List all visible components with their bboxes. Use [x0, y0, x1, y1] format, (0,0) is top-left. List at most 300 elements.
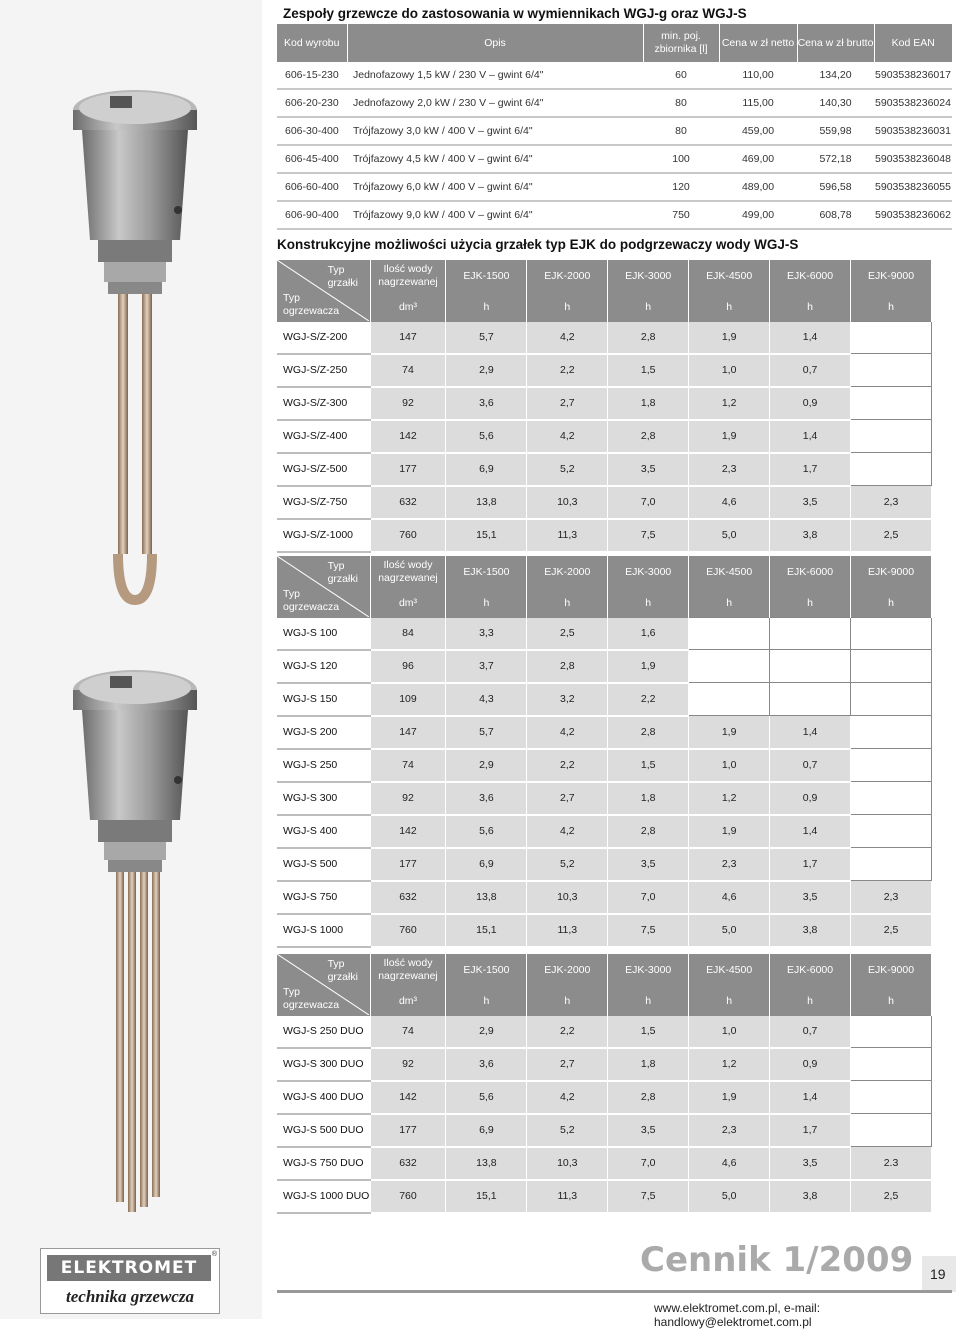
heating-time: 0,9: [770, 782, 851, 815]
empty-cell: [851, 354, 932, 387]
heating-time: 3,8: [770, 1180, 851, 1213]
compat-row: [277, 815, 932, 848]
water-volume: 760: [370, 1180, 446, 1213]
heating-time: 0,7: [770, 749, 851, 782]
compat-row: [277, 486, 932, 519]
heater-type: WGJ-S/Z-200: [277, 322, 370, 354]
heating-time: 1,8: [608, 387, 689, 420]
empty-cell: [851, 420, 932, 453]
heating-time: 2,8: [608, 322, 689, 354]
unit-volume: dm³: [370, 292, 446, 322]
heating-time: 7,0: [608, 1147, 689, 1180]
empty-cell: [851, 1048, 932, 1081]
heating-time: 1,9: [689, 815, 770, 848]
product-code: 606-45-400: [277, 145, 347, 173]
heating-time: 3,5: [770, 486, 851, 519]
empty-cell: [851, 716, 932, 749]
heating-time: 2,2: [527, 1016, 608, 1048]
logo-tagline: technika grzewcza: [66, 1287, 194, 1306]
unit-time: h: [770, 292, 851, 322]
heating-time: 2,2: [527, 749, 608, 782]
heating-time: 2.3: [851, 1147, 932, 1180]
heating-time: 1,4: [770, 815, 851, 848]
unit-volume: dm³: [370, 986, 446, 1016]
heating-time: 1,0: [689, 749, 770, 782]
header-model: EJK-6000: [770, 556, 851, 588]
typ-ogrzewacza-label: Typ ogrzewacza: [283, 985, 340, 1011]
product-code: 606-90-400: [277, 201, 347, 229]
unit-time: h: [689, 292, 770, 322]
registered-mark: ®: [211, 1251, 217, 1258]
heating-time: 2,8: [608, 815, 689, 848]
page-number: 19: [930, 1266, 946, 1282]
header-corner: [277, 260, 370, 322]
heating-time: 2,8: [608, 1081, 689, 1114]
header-model: EJK-3000: [608, 556, 689, 588]
empty-cell: [851, 782, 932, 815]
cennik-title: Cennik 1/2009: [640, 1240, 914, 1280]
product-code: 606-30-400: [277, 117, 347, 145]
price-row: [277, 145, 952, 173]
heating-time: 13,8: [446, 486, 527, 519]
header-ilosc-wody: Ilość wody nagrzewanej: [370, 260, 446, 292]
water-volume: 632: [370, 1147, 446, 1180]
heating-time: 6,9: [446, 848, 527, 881]
header-model: EJK-3000: [608, 260, 689, 292]
ean-code: 5903538236048: [874, 145, 952, 173]
heating-time: 4,3: [446, 683, 527, 716]
description: Trójfazowy 4,5 kW / 400 V – gwint 6/4": [347, 145, 643, 173]
heating-time: 1,0: [689, 354, 770, 387]
header-ilosc-wody: Ilość wody nagrzewanej: [370, 556, 446, 588]
product-code: 606-20-230: [277, 89, 347, 117]
price-gross: 134,20: [797, 62, 874, 89]
empty-cell: [851, 1081, 932, 1114]
heating-time: 3,7: [446, 650, 527, 683]
header-cena-brutto: [797, 24, 874, 62]
compat-unit-row: [277, 588, 932, 618]
water-volume: 632: [370, 881, 446, 914]
header-corner: [277, 556, 370, 618]
product-code: 606-60-400: [277, 173, 347, 201]
empty-cell: [851, 618, 932, 650]
elektromet-logo: [40, 1248, 220, 1314]
empty-cell: [851, 387, 932, 420]
compat-row: [277, 387, 932, 420]
heater-type: WGJ-S 400: [277, 815, 370, 848]
water-volume: 109: [370, 683, 446, 716]
compat-row: [277, 650, 932, 683]
unit-volume: dm³: [370, 588, 446, 618]
heating-time: 3,6: [446, 1048, 527, 1081]
water-volume: 177: [370, 848, 446, 881]
description: Jednofazowy 2,0 kW / 230 V – gwint 6/4": [347, 89, 643, 117]
heating-time: 2,5: [851, 519, 932, 552]
heating-time: 7,5: [608, 1180, 689, 1213]
header-model: EJK-2000: [527, 260, 608, 292]
heating-time: 1,9: [689, 1081, 770, 1114]
heating-time: 10,3: [527, 881, 608, 914]
heating-time: 4,2: [527, 1081, 608, 1114]
compat-row: [277, 1048, 932, 1081]
heating-time: 3,6: [446, 387, 527, 420]
heating-time: 3,2: [527, 683, 608, 716]
heating-time: 5,6: [446, 1081, 527, 1114]
footer-contact: www.elektromet.com.pl, e-mail: handlowy@elektromet.com.pl: [654, 1301, 821, 1329]
heating-time: 4,2: [527, 716, 608, 749]
heating-time: 1,6: [608, 618, 689, 650]
typ-grzalki-label: Typ grzałki: [327, 264, 358, 289]
min-capacity: 120: [643, 173, 719, 201]
heating-time: 2,8: [608, 420, 689, 453]
heating-time: 1,9: [689, 322, 770, 354]
unit-time: h: [446, 986, 527, 1016]
unit-time: h: [851, 292, 932, 322]
unit-time: h: [527, 588, 608, 618]
heating-time: 3,5: [608, 848, 689, 881]
heater-type: WGJ-S 120: [277, 650, 370, 683]
heater-type: WGJ-S 200: [277, 716, 370, 749]
water-volume: 74: [370, 1016, 446, 1048]
ean-code: 5903538236024: [874, 89, 952, 117]
heating-time: 1,5: [608, 354, 689, 387]
heating-time: 4,2: [527, 322, 608, 354]
water-volume: 147: [370, 716, 446, 749]
heater-type: WGJ-S 750 DUO: [277, 1147, 370, 1180]
price-gross: 608,78: [797, 201, 874, 229]
heating-time: 4,6: [689, 881, 770, 914]
heating-time: 1,2: [689, 387, 770, 420]
header-min-poj: [643, 24, 719, 62]
price-header-row: [277, 24, 952, 62]
heating-time: 2,9: [446, 354, 527, 387]
price-net: 115,00: [719, 89, 797, 117]
header-model: EJK-4500: [689, 556, 770, 588]
heating-time: 1,2: [689, 1048, 770, 1081]
compat-row: [277, 683, 932, 716]
footer-divider: [277, 1290, 952, 1293]
water-volume: 760: [370, 519, 446, 552]
compat-row: [277, 1147, 932, 1180]
header-cena-netto: [719, 24, 797, 62]
heater-type: WGJ-S/Z-750: [277, 486, 370, 519]
heating-time: 3,5: [608, 453, 689, 486]
product-code: 606-15-230: [277, 62, 347, 89]
empty-cell: [851, 749, 932, 782]
header-model: EJK-2000: [527, 954, 608, 986]
heater-type: WGJ-S/Z-400: [277, 420, 370, 453]
heating-time: 2,3: [689, 848, 770, 881]
heating-time: 3,5: [770, 881, 851, 914]
price-net: 489,00: [719, 173, 797, 201]
min-capacity: 80: [643, 89, 719, 117]
header-model: EJK-9000: [851, 556, 932, 588]
ean-code: 5903538236062: [874, 201, 952, 229]
empty-cell: [770, 618, 851, 650]
header-kod-ean: Kod EAN: [874, 24, 952, 62]
empty-cell: [851, 1114, 932, 1147]
heating-time: 2,9: [446, 1016, 527, 1048]
compat-row: [277, 749, 932, 782]
heating-time: 4,6: [689, 486, 770, 519]
typ-ogrzewacza-label: Typ ogrzewacza: [283, 587, 340, 613]
compat-row: [277, 453, 932, 486]
empty-cell: [851, 848, 932, 881]
price-row: [277, 201, 952, 229]
unit-time: h: [770, 588, 851, 618]
heating-time: 1,7: [770, 453, 851, 486]
water-volume: 147: [370, 322, 446, 354]
heating-time: 2,3: [851, 881, 932, 914]
heating-time: 2,3: [851, 486, 932, 519]
price-gross: 572,18: [797, 145, 874, 173]
heating-time: 0,7: [770, 1016, 851, 1048]
header-model: EJK-6000: [770, 260, 851, 292]
empty-cell: [851, 453, 932, 486]
compat-row: [277, 1114, 932, 1147]
heating-time: 2,7: [527, 782, 608, 815]
water-volume: 142: [370, 420, 446, 453]
empty-cell: [689, 618, 770, 650]
min-capacity: 80: [643, 117, 719, 145]
heater-type: WGJ-S 250: [277, 749, 370, 782]
min-capacity: 60: [643, 62, 719, 89]
heating-time: 1,5: [608, 749, 689, 782]
compat-row: [277, 716, 932, 749]
heating-time: 4,2: [527, 815, 608, 848]
heating-time: 5,0: [689, 914, 770, 947]
heating-time: 1,4: [770, 1081, 851, 1114]
heating-time: 1,9: [689, 716, 770, 749]
heater-type: WGJ-S 150: [277, 683, 370, 716]
water-volume: 74: [370, 749, 446, 782]
price-net: 499,00: [719, 201, 797, 229]
heating-time: 2,8: [527, 650, 608, 683]
heating-time: 1,7: [770, 848, 851, 881]
typ-grzalki-label: Typ grzałki: [327, 958, 358, 983]
heater-type: WGJ-S/Z-300: [277, 387, 370, 420]
description: Jednofazowy 1,5 kW / 230 V – gwint 6/4": [347, 62, 643, 89]
unit-time: h: [851, 986, 932, 1016]
heating-time: 6,9: [446, 453, 527, 486]
heating-time: 5,2: [527, 453, 608, 486]
header-model: EJK-1500: [446, 556, 527, 588]
empty-cell: [851, 650, 932, 683]
heating-time: 1,9: [608, 650, 689, 683]
water-volume: 74: [370, 354, 446, 387]
water-volume: 177: [370, 1114, 446, 1147]
compat-row: [277, 354, 932, 387]
header-cena-brutto-text: Cena w zł brutto: [797, 36, 874, 49]
heating-time: 2,7: [527, 1048, 608, 1081]
empty-cell: [851, 815, 932, 848]
heating-time: 4,6: [689, 1147, 770, 1180]
heater-type: WGJ-S/Z-1000: [277, 519, 370, 552]
heating-time: 13,8: [446, 881, 527, 914]
heating-time: 5,2: [527, 1114, 608, 1147]
compat-row: [277, 1081, 932, 1114]
heating-time: 11,3: [527, 1180, 608, 1213]
heater-photo-single: [60, 60, 210, 620]
compat-unit-row: [277, 986, 932, 1016]
compat-table: [277, 260, 932, 553]
heating-time: 7,5: [608, 914, 689, 947]
heating-time: 2,9: [446, 749, 527, 782]
heating-time: 0,9: [770, 387, 851, 420]
heating-time: 3,3: [446, 618, 527, 650]
heater-type: WGJ-S 500: [277, 848, 370, 881]
heating-time: 2,8: [608, 716, 689, 749]
compat-header-row: [277, 556, 932, 588]
compat-row: [277, 420, 932, 453]
ean-code: 5903538236017: [874, 62, 952, 89]
heating-time: 1,0: [689, 1016, 770, 1048]
min-capacity: 750: [643, 201, 719, 229]
unit-time: h: [770, 986, 851, 1016]
header-model: EJK-1500: [446, 260, 527, 292]
heating-time: 6,9: [446, 1114, 527, 1147]
heater-type: WGJ-S/Z-500: [277, 453, 370, 486]
heating-time: 2,5: [851, 914, 932, 947]
heating-time: 1,8: [608, 782, 689, 815]
price-table: [277, 24, 952, 230]
compat-row: [277, 1016, 932, 1048]
heating-time: 1,5: [608, 1016, 689, 1048]
empty-cell: [851, 683, 932, 716]
header-opis: Opis: [347, 24, 643, 62]
price-row: [277, 117, 952, 145]
heating-time: 1,2: [689, 782, 770, 815]
price-row: [277, 173, 952, 201]
heating-time: 5,2: [527, 848, 608, 881]
heating-time: 3,8: [770, 519, 851, 552]
logo-wordmark: ELEKTROMET: [47, 1255, 211, 1281]
empty-cell: [851, 322, 932, 354]
header-ilosc-wody: Ilość wody nagrzewanej: [370, 954, 446, 986]
heating-time: 10,3: [527, 486, 608, 519]
heating-time: 5,6: [446, 420, 527, 453]
heating-time: 2,2: [608, 683, 689, 716]
header-corner: [277, 954, 370, 1016]
water-volume: 92: [370, 387, 446, 420]
heating-time: 1,9: [689, 420, 770, 453]
compat-table: [277, 556, 932, 948]
header-kod-wyrobu: Kod wyrobu: [277, 24, 347, 62]
compat-row: [277, 881, 932, 914]
heating-time: 10,3: [527, 1147, 608, 1180]
compat-row: [277, 618, 932, 650]
heating-time: 4,2: [527, 420, 608, 453]
min-capacity: 100: [643, 145, 719, 173]
unit-time: h: [446, 292, 527, 322]
compat-unit-row: [277, 292, 932, 322]
heating-time: 7,5: [608, 519, 689, 552]
unit-time: h: [851, 588, 932, 618]
empty-cell: [770, 650, 851, 683]
typ-grzalki-label: Typ grzałki: [327, 560, 358, 585]
water-volume: 632: [370, 486, 446, 519]
heating-time: 2,2: [527, 354, 608, 387]
unit-time: h: [446, 588, 527, 618]
price-gross: 596,58: [797, 173, 874, 201]
header-model: EJK-4500: [689, 260, 770, 292]
header-min-poj-text: min. poj. zbiornika [l]: [654, 30, 708, 55]
compat-row: [277, 519, 932, 552]
price-gross: 559,98: [797, 117, 874, 145]
unit-time: h: [527, 292, 608, 322]
water-volume: 177: [370, 453, 446, 486]
typ-ogrzewacza-label: Typ ogrzewacza: [283, 291, 340, 317]
compat-title: Konstrukcyjne możliwości użycia grzałek typ EJK do podgrzewaczy wody WGJ-S: [277, 237, 799, 252]
heating-time: 1,4: [770, 420, 851, 453]
price-row: [277, 89, 952, 117]
heating-time: 0,7: [770, 354, 851, 387]
heating-time: 3,5: [608, 1114, 689, 1147]
heating-time: 2,7: [527, 387, 608, 420]
unit-time: h: [689, 588, 770, 618]
heating-time: 5,7: [446, 322, 527, 354]
price-table-title: Zespoły grzewcze do zastosowania w wymiennikach WGJ-g oraz WGJ-S: [283, 6, 747, 21]
empty-cell: [689, 683, 770, 716]
heater-type: WGJ-S 400 DUO: [277, 1081, 370, 1114]
heating-time: 3,5: [770, 1147, 851, 1180]
unit-time: h: [608, 986, 689, 1016]
heating-time: 1,8: [608, 1048, 689, 1081]
heating-time: 0,9: [770, 1048, 851, 1081]
header-model: EJK-3000: [608, 954, 689, 986]
heater-type: WGJ-S 300 DUO: [277, 1048, 370, 1081]
heater-type: WGJ-S 300: [277, 782, 370, 815]
heating-time: 1,7: [770, 1114, 851, 1147]
heating-time: 11,3: [527, 519, 608, 552]
compat-row: [277, 1180, 932, 1213]
header-model: EJK-1500: [446, 954, 527, 986]
heater-type: WGJ-S 1000: [277, 914, 370, 947]
heater-photo-duo: [60, 650, 210, 1230]
heating-time: 15,1: [446, 1180, 527, 1213]
price-net: 469,00: [719, 145, 797, 173]
price-gross: 140,30: [797, 89, 874, 117]
water-volume: 760: [370, 914, 446, 947]
description: Trójfazowy 3,0 kW / 400 V – gwint 6/4": [347, 117, 643, 145]
ean-code: 5903538236055: [874, 173, 952, 201]
description: Trójfazowy 9,0 kW / 400 V – gwint 6/4": [347, 201, 643, 229]
heater-type: WGJ-S 500 DUO: [277, 1114, 370, 1147]
heating-time: 7,0: [608, 881, 689, 914]
heating-time: 3,8: [770, 914, 851, 947]
compat-table: [277, 954, 932, 1214]
heating-time: 5,0: [689, 519, 770, 552]
water-volume: 92: [370, 1048, 446, 1081]
heating-time: 5,0: [689, 1180, 770, 1213]
heater-type: WGJ-S 1000 DUO: [277, 1180, 370, 1213]
heater-type: WGJ-S 100: [277, 618, 370, 650]
heating-time: 15,1: [446, 519, 527, 552]
compat-header-row: [277, 260, 932, 292]
header-cena-netto-text: Cena w zł netto: [721, 36, 795, 49]
heating-time: 7,0: [608, 486, 689, 519]
heater-type: WGJ-S 750: [277, 881, 370, 914]
unit-time: h: [689, 986, 770, 1016]
heating-time: 2,5: [851, 1180, 932, 1213]
header-model: EJK-4500: [689, 954, 770, 986]
heating-time: 5,7: [446, 716, 527, 749]
empty-cell: [770, 683, 851, 716]
water-volume: 84: [370, 618, 446, 650]
heater-type: WGJ-S 250 DUO: [277, 1016, 370, 1048]
compat-row: [277, 914, 932, 947]
header-model: EJK-9000: [851, 954, 932, 986]
